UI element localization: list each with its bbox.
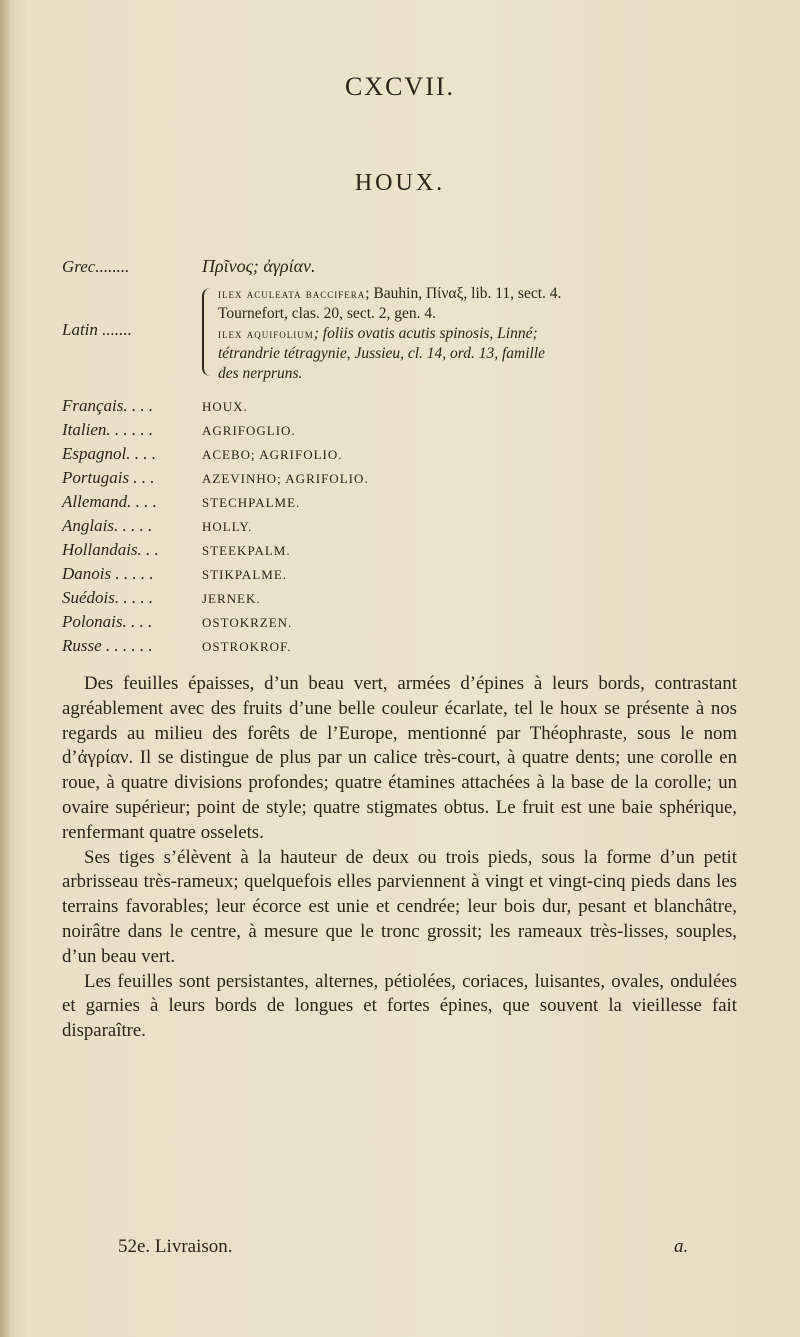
language-label: Allemand. . . . — [62, 492, 157, 511]
curly-brace — [202, 288, 212, 376]
language-label: Polonais. . . . — [62, 612, 153, 631]
synonym-line: Tournefort, clas. 20, sect. 2, gen. 4. — [218, 305, 437, 322]
latin-synonyms — [218, 284, 561, 388]
name-value: AZEVINHO; AGRIFOLIO. — [202, 471, 369, 486]
language-label: Anglais. . . . . — [62, 516, 153, 535]
name-row — [62, 612, 762, 636]
name-value: ACEBO; AGRIFOLIO. — [202, 447, 343, 462]
language-label: Français. . . . — [62, 396, 154, 415]
name-value: STECHPALME. — [202, 495, 301, 510]
name-value: OSTROKROF. — [202, 639, 292, 654]
name-row — [62, 588, 762, 612]
name-row-latin — [62, 284, 762, 388]
description-text — [62, 672, 737, 1044]
language-label: Grec........ — [62, 257, 130, 276]
page-title: HOUX. — [354, 170, 446, 196]
language-label: Suédois. . . . . — [62, 588, 154, 607]
name-value: HOLLY. — [202, 519, 253, 534]
language-label: Italien. . . . . . — [62, 420, 154, 439]
synonym-line: des nerpruns. — [218, 365, 303, 382]
synonym-line: ilex aquifolium; foliis ovatis acutis spinosis, Linné; — [218, 325, 538, 342]
name-value: AGRIFOGLIO. — [202, 423, 296, 438]
name-row — [62, 564, 762, 588]
language-label: Danois . . . . . — [62, 564, 154, 583]
synonym-line: ilex aculeata bacciferа; Bauhin, Πίναξ, lib. 11, sect. 4. — [218, 285, 562, 302]
name-value: Πρῖνος; ἀγρίαν. — [202, 256, 316, 276]
name-row — [62, 420, 762, 444]
page-number: CXCVII. — [344, 72, 456, 101]
gathering-mark: a. — [674, 1236, 689, 1257]
vernacular-names — [62, 256, 762, 660]
name-row-greek — [62, 256, 762, 280]
name-value: STIKPALME. — [202, 567, 288, 582]
language-label: Portugais . . . — [62, 468, 155, 487]
book-spine-edge — [0, 0, 10, 1337]
name-value: JERNEK. — [202, 591, 261, 606]
name-row — [62, 468, 762, 492]
name-row — [62, 444, 762, 468]
name-row — [62, 396, 762, 420]
name-row — [62, 492, 762, 516]
paragraph: Des feuilles épaisses, d’un beau vert, armées d’épines à leurs bords, contrastant agréablement avec des fruits d’une belle couleur écarlate, tel le houx se présente à nos regards au milieu des forêts de l’Europe, mentionné par Théophraste, sous le nom d’ἀγρίαν. Il se distingue de plus par un calice très-court, à quatre dents; une corolle en roue, à quatre divisions profondes; quatre étamines attachées à la base de la corolle; un ovaire supérieur; point de style; quatre stigmates obtus. Le fruit est une baie sphérique, renfermant quatre osselets. — [62, 673, 737, 843]
name-row — [62, 516, 762, 540]
language-label: Latin ....... — [62, 320, 132, 339]
language-label: Espagnol. . . . — [62, 444, 156, 463]
name-value: HOUX. — [202, 399, 248, 414]
paragraph: Ses tiges s’élèvent à la hauteur de deux ou trois pieds, sous la forme d’un petit arbrisseau très-rameux; quelquefois elles parviennent à vingt et vingt-cinq pieds dans les terrains favorables; leur écorce est unie et cendrée; leur bois dur, pesant et blanchâtre, noirâtre dans le centre, à mesure que le tronc grossit; les rameaux très-lisses, souples, d’un beau vert. — [62, 846, 737, 967]
paragraph: Les feuilles sont persistantes, alternes, pétiolées, coriaces, luisantes, ovales, ondulées et garnies à leurs bords de longues et fortes épines, que souvent la vieillesse fait disparaître. — [62, 970, 737, 1042]
synonym-line: tétrandrie tétragynie, Jussieu, cl. 14, ord. 13, famille — [218, 345, 546, 362]
name-row — [62, 540, 762, 564]
name-value: STEEKPALM. — [202, 543, 291, 558]
name-row — [62, 636, 762, 660]
signature-mark: 52e. Livraison. — [118, 1236, 233, 1257]
name-value: OSTOKRZEN. — [202, 615, 293, 630]
language-label: Russe . . . . . . — [62, 636, 153, 655]
language-label: Hollandais. . . — [62, 540, 159, 559]
